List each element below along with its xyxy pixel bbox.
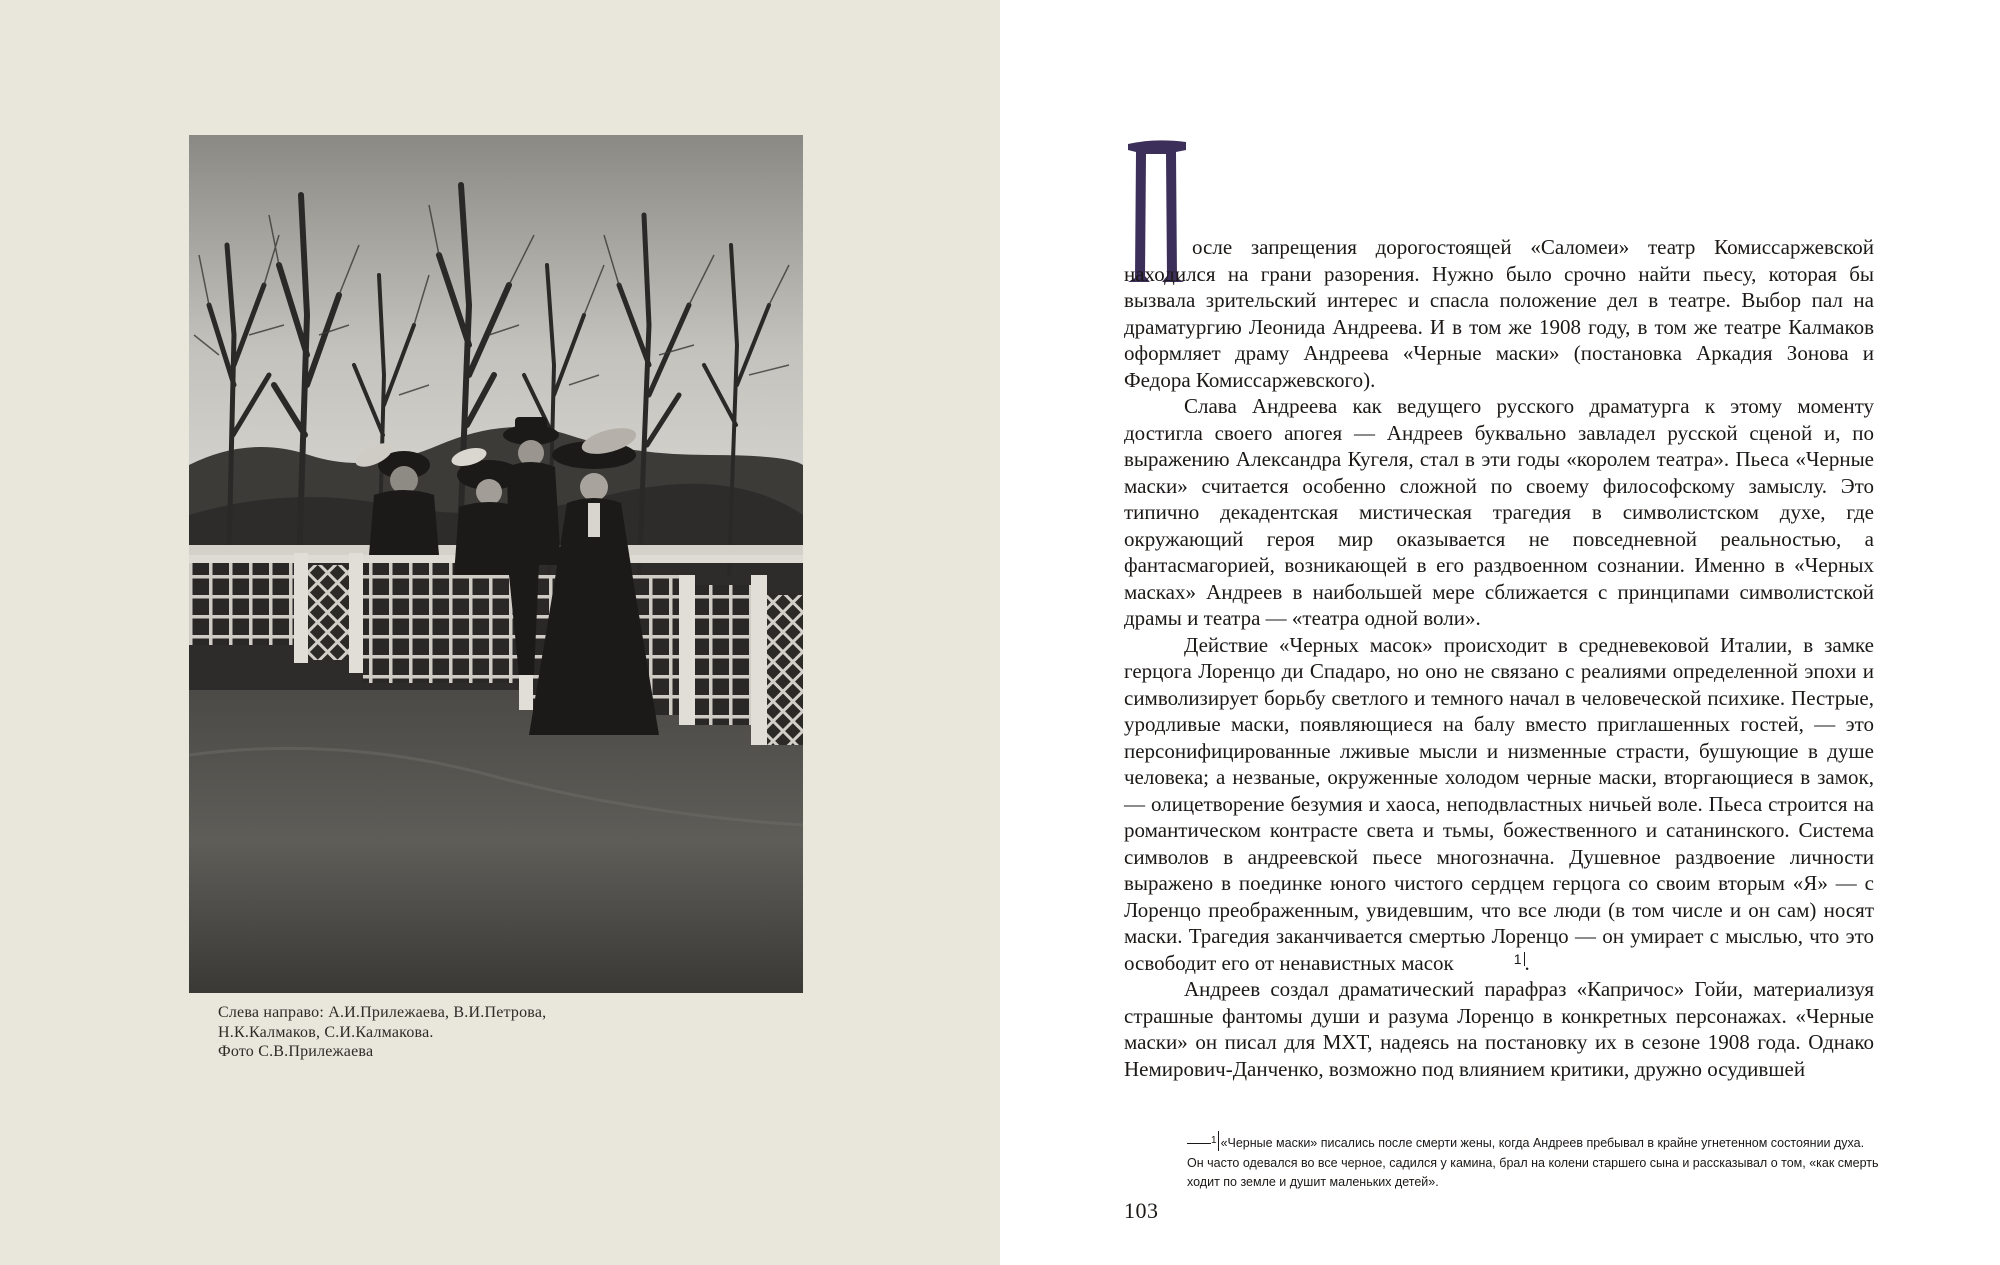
paragraph-text: Слава Андреева как ведущего русского драматурга к этому моменту достигла своего апогея — Андреев буквально завладел русской сценой и, по выражению Александра Кугеля, стал в эти годы «королем театра». Пьеса «Черные маски» считается особенно сложной по своему философскому замыслу. Это типично декадентская мистическая трагедия в символистском духе, где окружающий героя мир оказывается не повседневной реальностью, а фантасмагорией, возникающей в его раздвоенном сознании. Именно в «Черных масках» Андреев в наибольшей мере сближается с принципами символистской драмы и театра — «театра одной воли». [1124,394,1874,630]
footnote-number: 1 [1211,1131,1219,1151]
caption-line: Н.К.Калмаков, С.И.Калмакова. [218,1023,434,1041]
caption-line: Слева направо: А.И.Прилежаева, В.И.Петрова, [218,1004,547,1021]
paragraph [1124,632,1874,977]
drop-cap-letter: П [1156,218,1158,219]
paragraph-text: . [1524,950,1530,975]
footnote-text: ходит по земле и душит маленьких детей». [1187,1175,1439,1189]
paragraph [1124,393,1874,632]
photo-caption [218,1003,778,1062]
article-text [1124,234,1874,1082]
caption-line: Фото С.В.Прилежаева [218,1043,374,1060]
footnote-text: «Черные маски» писались после смерти жены, когда Андреев пребывал в крайне угнетенном состоянии духа. [1220,1136,1865,1150]
footnote-marker[interactable]: 1 [1454,952,1525,966]
historical-photograph [189,135,803,993]
paragraph [1124,234,1874,393]
page-number: 103 [1124,1198,1159,1223]
paragraph-text: осле запрещения дорогостоящей «Саломеи» театр Комиссаржевской находился на грани разорения. Нужно было срочно найти пьесу, которая бы вызвала зрительский интерес и спасла положение дел в театре. Выбор пал на драматургию Леонида Андреева. И в том же 1908 году, в том же театре Калмаков оформляет драму Андреева «Черные маски» (постановка Аркадия Зонова и Федора Комиссаржевского). [1124,235,1874,392]
footnote-rule [1187,1143,1211,1144]
paragraph-text: Андреев создал драматический парафраз «Капричос» Гойи, материализуя страшные фантомы души и разума Лоренцо в конкретных персонажах. «Черные маски» он писал для МХТ, надеясь на постановку их в сезоне 1908 года. Однако Немирович-Данченко, возможно под влиянием критики, дружно осудившей [1124,977,1874,1081]
paragraph [1124,976,1874,1082]
paragraph-text: Действие «Черных масок» происходит в средневековой Италии, в замке герцога Лоренцо ди Спадаро, но оно не связано с реалиями определенной эпохи и символизирует борьбу светлого и темного начал в человеческой психике. Пестрые, уродливые маски, появляющиеся на балу вместо приглашенных гостей, — это персонифицированные лживые мысли и низменные страсти, бушующие в душе человека; а незваные, окруженные холодом черные маски, вторгающиеся в замок, — олицетворение безумия и хаоса, неподвластных ничьей воле. Пьеса строится на романтическом контрасте света и тьмы, божественного и сатанинского. Система символов в андреевской пьесе многозначна. Душевное раздвоение личности выражено в поединке юного чистого сердцем герцога со своим вторым «Я» — с Лоренцо преображенным, увидевшим, что все люди (в том числе и он сам) носят маски. Трагедия заканчивается смертью Лоренцо — он умирает с мыслью, что это освободит его от ненавистных масок [1124,632,1874,975]
footnote [1187,1131,1927,1193]
footnote-text: Он часто одевался во все черное, садился у камина, брал на колени старшего сына и рассказывал о том, «как смерть [1187,1155,1879,1170]
